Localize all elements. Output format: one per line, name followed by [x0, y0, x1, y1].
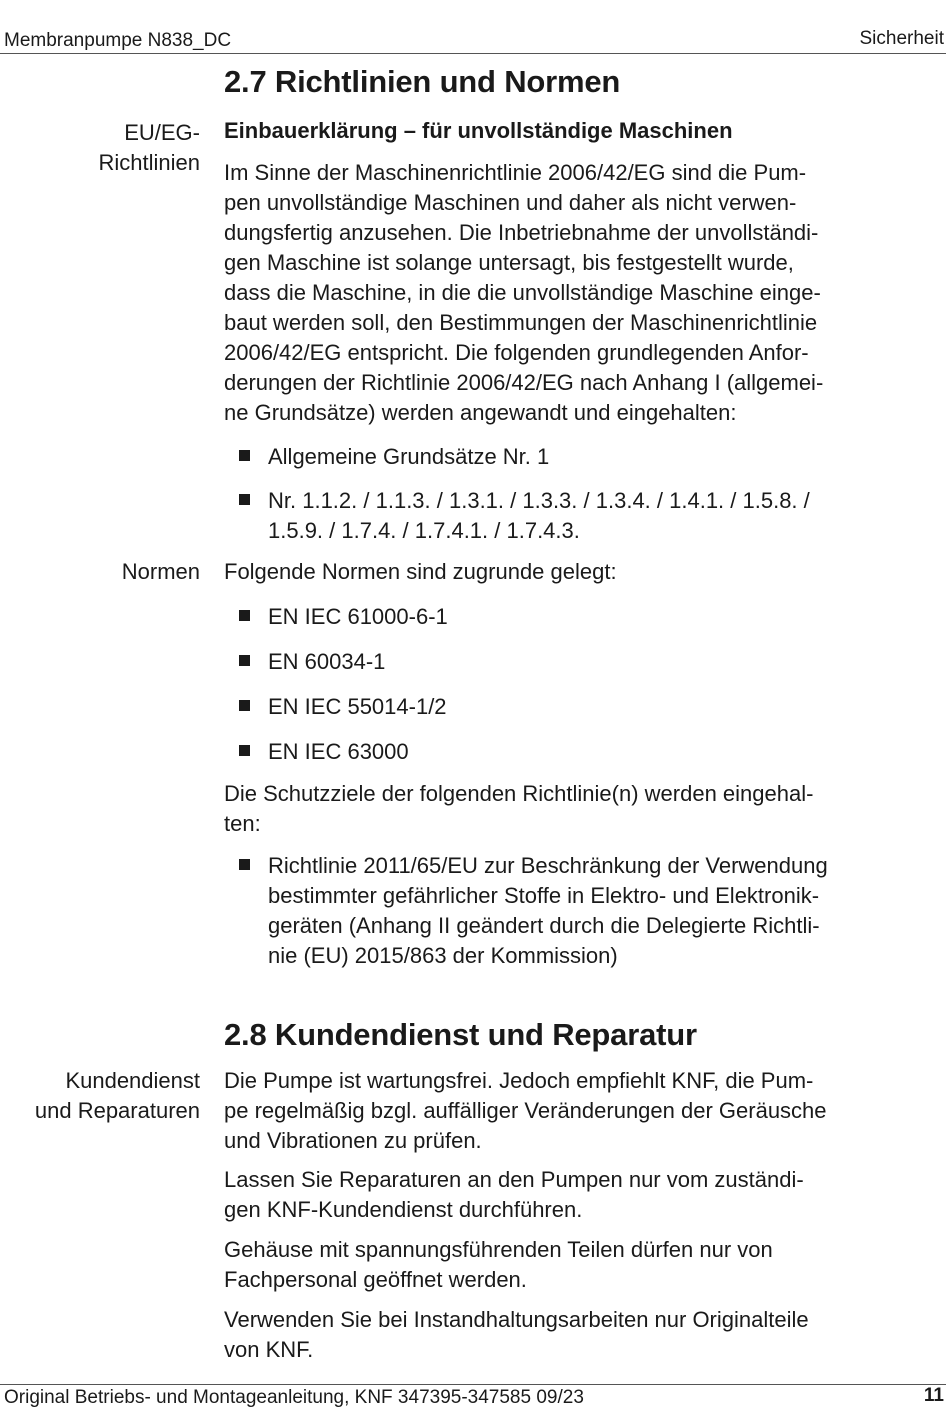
text-line: geräten (Anhang II geändert durch die Delegierte Richtli-: [268, 913, 820, 938]
text-line: derungen der Richtlinie 2006/42/EG nach Anhang I (allgemei-: [224, 370, 824, 395]
text-line: Richtlinie 2011/65/EU zur Beschränkung der Verwendung: [268, 853, 828, 878]
list-item: EN IEC 55014-1/2: [268, 694, 447, 719]
bullet-square-icon: [239, 745, 250, 756]
text-line: von KNF.: [224, 1337, 314, 1362]
section-heading-2-7: 2.7 Richtlinien und Normen: [224, 64, 621, 99]
text-line: ne Grundsätze) werden angewandt und eingehalten:: [224, 400, 737, 425]
list-item: EN 60034-1: [268, 649, 386, 674]
side-label-line: EU/EG-: [124, 120, 200, 145]
text-line: und Vibrationen zu prüfen.: [224, 1128, 482, 1153]
text-line: pe regelmäßig bzgl. auffälliger Veränderungen der Geräusche: [224, 1098, 827, 1123]
text-line: Allgemeine Grundsätze Nr. 1: [268, 444, 550, 469]
subheading-einbauerklaerung: Einbauerklärung – für unvollständige Maschinen: [224, 118, 733, 143]
text-line: Verwenden Sie bei Instandhaltungsarbeiten nur Originalteile: [224, 1307, 809, 1332]
running-header-section: Sicherheit: [859, 28, 944, 49]
text-line: Im Sinne der Maschinenrichtlinie 2006/42/EG sind die Pum-: [224, 160, 807, 185]
bullet-square-icon: [239, 450, 250, 461]
text-line: dungsfertig anzusehen. Die Inbetriebnahme der unvollständi-: [224, 220, 819, 245]
bullet-square-icon: [239, 859, 250, 870]
running-header-title: Membranpumpe N838_DC: [4, 30, 232, 51]
list-item: [268, 486, 932, 546]
side-label-eu-richtlinien: [0, 118, 200, 178]
text-line: ten:: [224, 811, 261, 836]
bullet-square-icon: [239, 610, 250, 621]
text-line: Gehäuse mit spannungsführenden Teilen dürfen nur von: [224, 1237, 773, 1262]
text-line: Lassen Sie Reparaturen an den Pumpen nur vom zuständi-: [224, 1167, 804, 1192]
text-line: bestimmter gefährlicher Stoffe in Elektro- und Elektronik-: [268, 883, 820, 908]
paragraph-gehaeuse: [224, 1235, 932, 1295]
bullet-square-icon: [239, 700, 250, 711]
side-label-line: und Reparaturen: [34, 1098, 200, 1123]
text-line: baut werden soll, den Bestimmungen der Maschinenrichtlinie: [224, 310, 818, 335]
text-line: Nr. 1.1.2. / 1.1.3. / 1.3.1. / 1.3.3. / 1.3.4. / 1.4.1. / 1.5.8. /: [268, 488, 810, 513]
side-label-line: Kundendienst: [65, 1068, 200, 1093]
header-divider: [0, 53, 946, 54]
text-line: dass die Maschine, in die die unvollständige Maschine einge-: [224, 280, 821, 305]
text-line: nie (EU) 2015/863 der Kommission): [268, 943, 618, 968]
side-label-line: Normen: [121, 559, 200, 584]
page-number: 11: [923, 1385, 944, 1406]
text-line: gen KNF-Kundendienst durchführen.: [224, 1197, 583, 1222]
list-item: [268, 442, 932, 472]
text-line: Folgende Normen sind zugrunde gelegt:: [224, 559, 617, 584]
paragraph-originalteile: [224, 1305, 932, 1365]
paragraph-wartungsfrei: [224, 1066, 932, 1156]
side-label-kundendienst: [0, 1066, 200, 1126]
text-line: 1.5.9. / 1.7.4. / 1.7.4.1. / 1.7.4.3.: [268, 518, 580, 543]
paragraph-maschinenrichtlinie: [224, 158, 932, 428]
bullet-square-icon: [239, 655, 250, 666]
side-label-normen: [0, 557, 200, 587]
paragraph-schutzziele: [224, 779, 932, 839]
list-item: EN IEC 61000-6-1: [268, 604, 448, 629]
text-line: pen unvollständige Maschinen und daher als nicht verwen-: [224, 190, 797, 215]
list-item: [268, 851, 932, 971]
section-heading-2-8: 2.8 Kundendienst und Reparatur: [224, 1017, 697, 1052]
text-line: 2006/42/EG entspricht. Die folgenden grundlegenden Anfor-: [224, 340, 809, 365]
footer-document-info: Original Betriebs- und Montageanleitung, KNF 347395-347585 09/23: [4, 1387, 584, 1408]
normen-intro: [224, 557, 932, 587]
list-item: EN IEC 63000: [268, 739, 409, 764]
footer-divider: [0, 1384, 946, 1385]
bullet-square-icon: [239, 494, 250, 505]
text-line: Die Schutzziele der folgenden Richtlinie(n) werden eingehal-: [224, 781, 814, 806]
text-line: Die Pumpe ist wartungsfrei. Jedoch empfiehlt KNF, die Pum-: [224, 1068, 814, 1093]
side-label-line: Richtlinien: [98, 150, 200, 175]
text-line: gen Maschine ist solange untersagt, bis festgestellt wurde,: [224, 250, 794, 275]
paragraph-reparaturen: [224, 1165, 932, 1225]
text-line: Fachpersonal geöffnet werden.: [224, 1267, 527, 1292]
